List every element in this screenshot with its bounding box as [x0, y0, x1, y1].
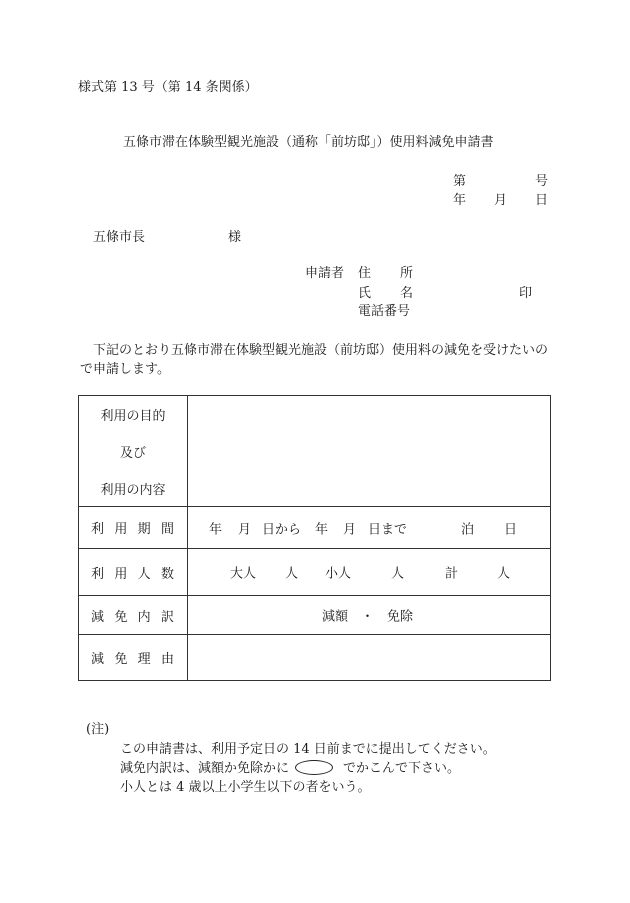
date-month: 月 — [494, 193, 508, 208]
period-until: 日まで — [368, 522, 408, 537]
people-adult-unit: 人 — [285, 566, 299, 582]
breakdown-label-char: 内 — [137, 609, 151, 625]
period-label-char: 間 — [160, 522, 174, 537]
people-label-char: 人 — [137, 566, 151, 582]
period-label-char: 用 — [114, 522, 128, 537]
purpose-label-line-1: 利用の目的 — [100, 408, 166, 424]
breakdown-label-char: 減 — [91, 609, 105, 625]
note-line-2 — [120, 761, 460, 777]
period-month-2: 月 — [343, 522, 357, 537]
people-label-char: 用 — [114, 566, 128, 582]
seal-mark: 印 — [519, 286, 533, 301]
period-month-1: 月 — [238, 522, 252, 537]
document-title: 五條市滞在体験型観光施設（通称「前坊邸」）使用料減免申請書 — [123, 135, 494, 150]
period-nights: 泊 — [461, 522, 475, 537]
addressee-honorific: 様 — [228, 230, 242, 245]
applicant-label: 申請者 — [305, 266, 345, 281]
period-label-cell — [79, 507, 188, 549]
addressee-name: 五條市長 — [93, 230, 146, 245]
people-total-unit: 人 — [497, 566, 511, 582]
table-row-purpose — [79, 396, 551, 507]
people-input-cell[interactable] — [188, 549, 551, 596]
people-label-char: 数 — [160, 566, 174, 582]
address-label — [358, 266, 413, 282]
purpose-input-cell[interactable] — [188, 396, 551, 507]
period-from: 日から — [262, 522, 302, 537]
date-day: 日 — [535, 193, 549, 208]
breakdown-options[interactable]: 減額 ・ 免除 — [322, 609, 414, 625]
number-prefix: 第 — [453, 174, 467, 189]
people-child-unit: 人 — [391, 566, 405, 582]
period-input-cell[interactable] — [188, 507, 551, 549]
period-days: 日 — [504, 522, 518, 537]
people-adult-label: 大人 — [230, 566, 257, 582]
name-label — [358, 286, 413, 302]
date-year: 年 — [453, 193, 467, 208]
address-label-2: 所 — [399, 266, 413, 281]
people-child-label: 小人 — [325, 566, 352, 582]
request-statement: 下記のとおり五條市滞在体験型観光施設（前坊邸）使用料の減免を受けたいので申請します。 — [80, 343, 549, 377]
name-label-1: 氏 — [358, 286, 372, 301]
period-label-char: 期 — [137, 522, 151, 537]
breakdown-label-cell — [79, 596, 188, 635]
breakdown-label-char: 免 — [114, 609, 128, 625]
circle-mark-icon — [295, 760, 333, 775]
name-label-2: 名 — [399, 286, 413, 301]
reason-label-char: 減 — [91, 652, 105, 667]
period-label-char: 利 — [91, 522, 105, 537]
table-row-people — [79, 549, 551, 596]
form-number: 様式第 13 号（第 14 条関係） — [78, 80, 258, 95]
reason-label-char: 由 — [160, 652, 174, 667]
breakdown-choice-cell[interactable] — [188, 596, 551, 635]
period-year-2: 年 — [315, 522, 329, 537]
purpose-label-cell — [79, 396, 188, 507]
period-year-1: 年 — [209, 522, 223, 537]
note-line-2-before: 減免内訳は、減額か免除かに — [120, 761, 290, 776]
purpose-label-line-3: 利用の内容 — [100, 482, 166, 498]
table-row-reason — [79, 635, 551, 681]
people-label-cell — [79, 549, 188, 596]
people-total-label: 計 — [445, 566, 459, 582]
note-line-3: 小人とは 4 歳以上小学生以下の者をいう。 — [120, 780, 371, 795]
application-table — [78, 395, 551, 681]
note-line-1: この申請書は、利用予定日の 14 日前までに提出してください。 — [120, 742, 496, 757]
phone-label: 電話番号 — [358, 304, 411, 319]
reason-input-cell[interactable] — [188, 635, 551, 681]
people-label-char: 利 — [91, 566, 105, 582]
number-suffix: 号 — [535, 174, 549, 189]
purpose-label-line-2: 及び — [119, 445, 146, 461]
breakdown-label-char: 訳 — [160, 609, 174, 625]
reason-label-char: 理 — [137, 652, 151, 667]
table-row-breakdown — [79, 596, 551, 635]
reason-label-cell — [79, 635, 188, 681]
note-line-2-after: でかこんで下さい。 — [343, 761, 461, 776]
reason-label-char: 免 — [114, 652, 128, 667]
date-line — [453, 193, 548, 209]
table-row-period — [79, 507, 551, 549]
notes-heading: (注) — [86, 722, 110, 737]
address-label-1: 住 — [358, 266, 372, 281]
